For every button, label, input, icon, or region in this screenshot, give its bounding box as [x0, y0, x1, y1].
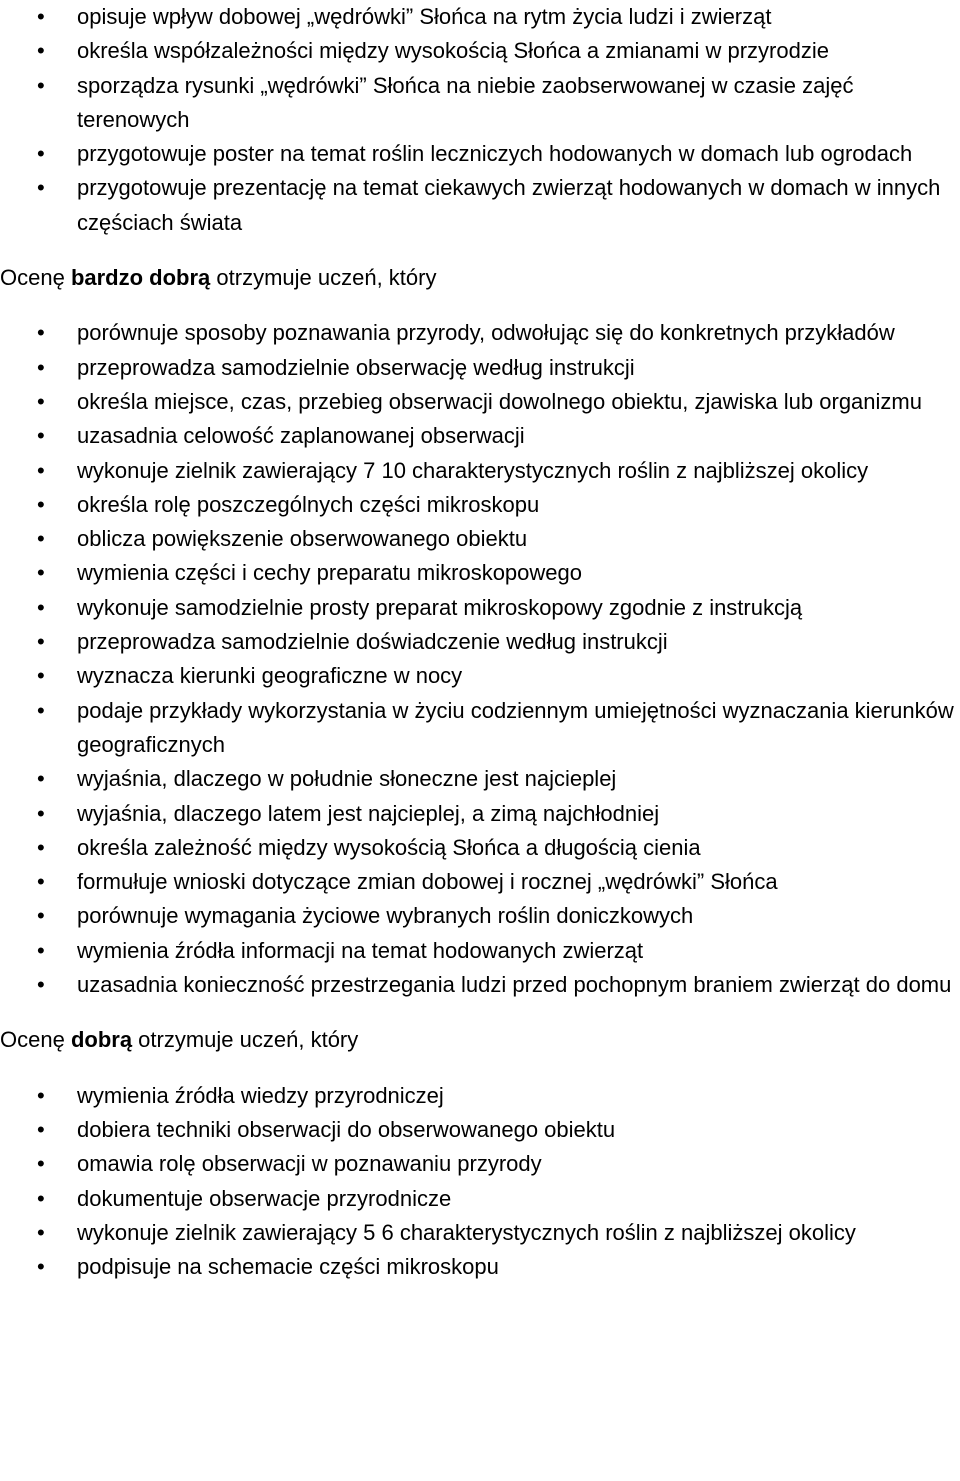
list-item	[0, 454, 960, 488]
bullet-icon: •	[37, 354, 45, 380]
list-item-text: wyjaśnia, dlaczego latem jest najcieplej, a zimą najchłodniej	[77, 800, 660, 826]
list-item-text: dobiera techniki obserwacji do obserwowanego obiektu	[77, 1116, 616, 1142]
bullet-icon: •	[37, 320, 45, 346]
bullet-icon: •	[37, 903, 45, 929]
grade-heading-very-good	[0, 261, 960, 295]
list-item-text: określa miejsce, czas, przebieg obserwacji dowolnego obiektu, zjawiska lub organizmu	[77, 388, 922, 414]
list-item-text: porównuje sposoby poznawania przyrody, odwołując się do konkretnych przykładów	[77, 320, 895, 346]
bullet-icon: •	[37, 175, 45, 201]
list-item-text: wymienia części i cechy preparatu mikroskopowego	[77, 560, 582, 586]
list-item-text: opisuje wpływ dobowej „wędrówki” Słońca na rytm życia ludzi i zwierząt	[77, 4, 772, 29]
list-item	[0, 591, 960, 625]
list-item-text: podpisuje na schemacie części mikroskopu	[77, 1254, 499, 1280]
list-item-text: dokumentuje obserwacje przyrodnicze	[77, 1185, 452, 1211]
list-item	[0, 1079, 960, 1113]
list-item-text: określa współzależności między wysokością Słońca a zmianami w przyrodzie	[77, 38, 829, 64]
list-item	[0, 419, 960, 453]
list-item	[0, 831, 960, 865]
list-item	[0, 34, 960, 68]
list-item-text: wyznacza kierunki geograficzne w nocy	[77, 663, 463, 689]
list-item	[0, 899, 960, 933]
bullet-icon: •	[37, 4, 45, 29]
list-item	[0, 351, 960, 385]
list-item	[0, 797, 960, 831]
list-item-text: wykonuje zielnik zawierający 7 10 charakterystycznych roślin z najbliższej okolicy	[77, 457, 869, 483]
list-item	[0, 625, 960, 659]
bullet-icon: •	[37, 834, 45, 860]
list-item-text: porównuje wymagania życiowe wybranych roślin doniczkowych	[77, 903, 694, 929]
list-item	[0, 556, 960, 590]
list-item	[0, 316, 960, 350]
bullet-icon: •	[37, 72, 45, 98]
bullet-icon: •	[37, 629, 45, 655]
list-item-text: uzasadnia konieczność przestrzegania ludzi przed pochopnym braniem zwierząt do domu	[77, 972, 952, 998]
list-item-text: wyjaśnia, dlaczego w południe słoneczne jest najcieplej	[77, 766, 617, 792]
list-item-text: określa zależność między wysokością Słońca a długością cienia	[77, 834, 701, 860]
heading-prefix: Ocenę	[0, 265, 71, 291]
list-item	[0, 522, 960, 556]
heading-prefix: Ocenę	[0, 1027, 71, 1053]
grade-name: bardzo dobrą	[70, 265, 211, 291]
list-item-text: wykonuje samodzielnie prosty preparat mikroskopowy zgodnie z instrukcją	[77, 594, 803, 620]
list-item	[0, 968, 960, 1002]
list-item-text: wymienia źródła informacji na temat hodowanych zwierząt	[77, 937, 644, 963]
bullet-icon: •	[37, 766, 45, 792]
list-item	[0, 171, 960, 240]
list-item	[0, 659, 960, 693]
bullet-icon: •	[37, 663, 45, 689]
heading-suffix: otrzymuje uczeń, który	[132, 1027, 359, 1053]
bullet-icon: •	[37, 697, 45, 723]
list-item	[0, 1182, 960, 1216]
bullet-icon: •	[37, 869, 45, 895]
list-item-text: omawia rolę obserwacji w poznawaniu przyrody	[77, 1151, 542, 1177]
bullet-icon: •	[37, 800, 45, 826]
bullet-icon: •	[37, 423, 45, 449]
list-item-text: przeprowadza samodzielnie obserwację według instrukcji	[77, 354, 635, 380]
bullet-icon: •	[37, 388, 45, 414]
heading-suffix: otrzymuje uczeń, który	[210, 265, 437, 291]
list-item-text: przygotowuje poster na temat roślin leczniczych hodowanych w domach lub ogrodach	[77, 141, 913, 167]
bullet-icon: •	[37, 526, 45, 552]
bullet-icon: •	[37, 972, 45, 998]
list-item-text: określa rolę poszczególnych części mikroskopu	[77, 491, 540, 517]
bullet-icon: •	[37, 937, 45, 963]
bullet-icon: •	[37, 594, 45, 620]
list-item	[0, 1113, 960, 1147]
grade-name: dobrą	[70, 1027, 133, 1053]
list-item-text: sporządza rysunki „wędrówki” Słońca na niebie zaobserwowanej w czasie zajęć terenowych	[77, 72, 854, 132]
criteria-list-top	[0, 0, 960, 240]
bullet-icon: •	[37, 38, 45, 64]
grade-heading-good	[0, 1023, 960, 1057]
bullet-icon: •	[37, 1254, 45, 1280]
list-item	[0, 69, 960, 138]
list-item	[0, 0, 960, 34]
list-item-text: podaje przykłady wykorzystania w życiu codziennym umiejętności wyznaczania kierunków geograficznych	[77, 697, 954, 757]
list-item-text: uzasadnia celowość zaplanowanej obserwacji	[77, 423, 525, 449]
bullet-icon: •	[37, 1151, 45, 1177]
list-item-text: przygotowuje prezentację na temat ciekawych zwierząt hodowanych w domach w innych częściach świata	[77, 175, 941, 235]
bullet-icon: •	[37, 1219, 45, 1245]
list-item	[0, 694, 960, 763]
bullet-icon: •	[37, 1082, 45, 1108]
bullet-icon: •	[37, 141, 45, 167]
criteria-list-very-good	[0, 316, 960, 1002]
list-item	[0, 934, 960, 968]
criteria-list-good	[0, 1079, 960, 1285]
list-item-text: oblicza powiększenie obserwowanego obiektu	[77, 526, 528, 552]
list-item-text: formułuje wnioski dotyczące zmian dobowej i rocznej „wędrówki” Słońca	[77, 869, 778, 895]
bullet-icon: •	[37, 560, 45, 586]
list-item-text: wymienia źródła wiedzy przyrodniczej	[77, 1082, 444, 1108]
bullet-icon: •	[37, 1116, 45, 1142]
list-item-text: przeprowadza samodzielnie doświadczenie według instrukcji	[77, 629, 668, 655]
bullet-icon: •	[37, 491, 45, 517]
list-item	[0, 865, 960, 899]
bullet-icon: •	[37, 457, 45, 483]
list-item	[0, 137, 960, 171]
list-item	[0, 385, 960, 419]
list-item	[0, 1250, 960, 1284]
list-item	[0, 762, 960, 796]
list-item	[0, 1147, 960, 1181]
list-item-text: wykonuje zielnik zawierający 5 6 charakterystycznych roślin z najbliższej okolicy	[77, 1219, 856, 1245]
list-item	[0, 488, 960, 522]
bullet-icon: •	[37, 1185, 45, 1211]
list-item	[0, 1216, 960, 1250]
